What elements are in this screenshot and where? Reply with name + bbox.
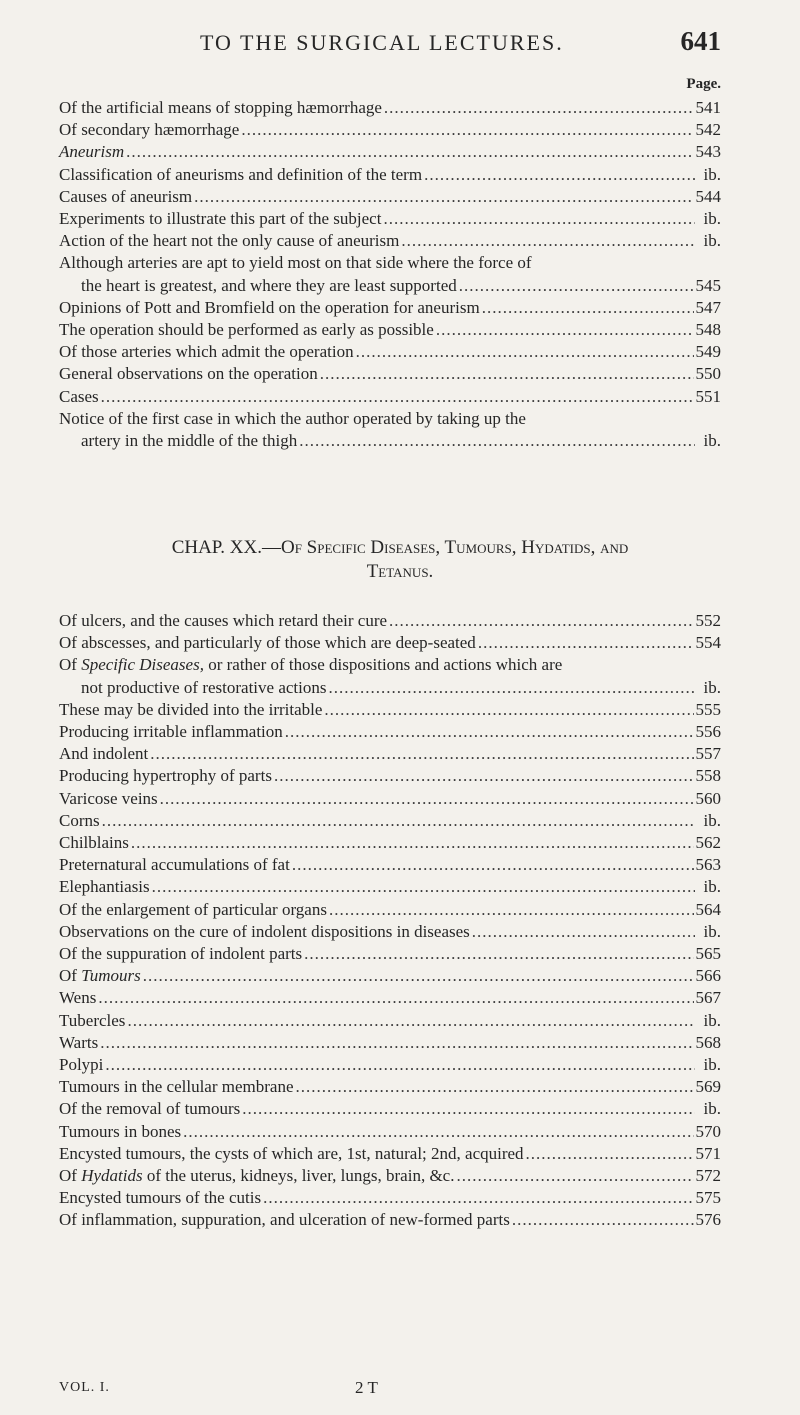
entry-text: Preternatural accumulations of fat	[59, 855, 290, 875]
entry-line	[59, 208, 721, 230]
dot-leader	[424, 164, 695, 186]
entry-text: Elephantiasis	[59, 877, 150, 897]
toc-entry	[59, 699, 721, 721]
entry-title	[59, 743, 148, 765]
page-number: 641	[680, 26, 721, 56]
dot-leader	[384, 97, 694, 119]
entry-text: Causes of aneurism	[59, 186, 193, 206]
entry-text: Tubercles	[59, 1010, 126, 1030]
entry-line	[59, 97, 721, 119]
entry-text: Observations on the cure of indolent dispositions in diseases	[59, 921, 470, 941]
entry-page: ib.	[703, 1055, 721, 1075]
toc-entry	[59, 1010, 721, 1032]
entry-page: ib.	[703, 810, 721, 830]
entry-title	[59, 699, 322, 721]
dot-leader	[328, 677, 695, 699]
entry-emphasis: Hydatids	[81, 1166, 143, 1186]
entry-line	[59, 743, 721, 765]
entry-title	[59, 943, 302, 965]
entry-line	[59, 1209, 721, 1231]
entry-page: ib.	[703, 877, 721, 897]
chapter-title-line-1: Of Specific Diseases, Tumours, Hydatids, and	[280, 537, 629, 558]
entry-line	[59, 386, 721, 408]
entry-title	[59, 1076, 294, 1098]
entry-title	[59, 1165, 454, 1187]
entry-title	[59, 1054, 103, 1076]
toc-entry	[59, 1098, 721, 1120]
dot-leader	[299, 430, 695, 452]
entry-page: 547	[695, 297, 721, 317]
toc-entry	[59, 386, 721, 408]
entry-page: 568	[695, 1032, 721, 1052]
chapter-heading	[0, 536, 800, 584]
entry-text: Tumours in the cellular membrane	[59, 1077, 294, 1097]
dot-leader	[356, 341, 694, 363]
dot-leader	[131, 832, 694, 854]
dot-leader	[241, 119, 693, 141]
entry-text: Varicose veins	[59, 788, 158, 808]
entry-continuation: artery in the middle of the thigh	[81, 431, 298, 451]
entry-page: 557	[695, 744, 721, 764]
entry-title	[59, 632, 476, 654]
entry-title	[59, 1209, 510, 1231]
entry-line	[59, 1076, 721, 1098]
entry-line	[59, 788, 721, 810]
entry-line	[59, 854, 721, 876]
entry-text: Of the artificial means of stopping hæmorrhage	[59, 98, 382, 117]
page-column-label: Page.	[686, 76, 721, 92]
entry-text: Producing irritable inflammation	[59, 722, 283, 742]
entry-text: Producing hypertrophy of parts	[59, 766, 272, 786]
entry-line	[59, 810, 721, 832]
dot-leader	[383, 208, 695, 230]
entry-text: Aneurism	[59, 142, 125, 162]
entry-line	[59, 186, 721, 208]
dot-leader	[478, 632, 694, 654]
dot-leader	[304, 943, 693, 965]
entry-title	[59, 141, 124, 163]
entry-title	[59, 119, 239, 141]
dot-leader	[436, 319, 694, 341]
entry-title	[59, 164, 422, 186]
entry-page: 567	[695, 988, 721, 1008]
entry-title	[59, 854, 290, 876]
entry-text: of the uterus, kidneys, liver, lungs, brain, &c.	[142, 1166, 455, 1186]
toc-entry	[59, 1209, 721, 1231]
entry-line	[59, 297, 721, 319]
toc-entry	[59, 1143, 721, 1165]
entry-title	[59, 876, 150, 898]
toc-entry	[59, 1187, 721, 1209]
toc-entry	[59, 252, 721, 296]
entry-emphasis: Specific Diseases,	[81, 655, 204, 675]
entry-line	[59, 1187, 721, 1209]
dot-leader	[152, 876, 695, 898]
toc-entry	[59, 965, 721, 987]
entry-line	[59, 1121, 721, 1143]
entry-title	[59, 965, 141, 987]
entry-page: 556	[695, 722, 721, 742]
entry-page: ib.	[703, 209, 721, 229]
entry-title	[59, 408, 721, 430]
chapter-title-line-2: Tetanus.	[366, 561, 434, 582]
entry-line	[59, 921, 721, 943]
toc-entry	[59, 363, 721, 385]
chapter-label: CHAP. XX.—	[171, 537, 281, 558]
entry-title	[59, 97, 382, 119]
entry-text: Encysted tumours of the cutis	[59, 1188, 262, 1208]
dot-leader	[274, 765, 694, 787]
entry-line	[59, 1054, 721, 1076]
dot-leader	[482, 297, 694, 319]
dot-leader	[324, 699, 693, 721]
toc-entry	[59, 765, 721, 787]
entry-continuation-line	[59, 677, 721, 699]
toc-entry	[59, 1054, 721, 1076]
entry-text: Of ulcers, and the causes which retard their cure	[59, 611, 388, 630]
entry-line	[59, 632, 721, 654]
dot-leader	[401, 230, 695, 252]
toc-entry	[59, 788, 721, 810]
entry-page: 563	[695, 855, 721, 875]
toc-entry	[59, 654, 721, 698]
entry-text: Of abscesses, and particularly of those which are deep-seated	[59, 633, 476, 653]
dot-leader	[143, 965, 694, 987]
entry-title	[59, 1098, 240, 1120]
dot-leader	[263, 1187, 693, 1209]
dot-leader	[389, 610, 693, 632]
entry-prefix: Of	[59, 655, 82, 675]
entry-line	[59, 899, 721, 921]
entry-page: 569	[695, 1077, 721, 1097]
entry-page: 545	[695, 275, 721, 295]
entry-title	[59, 899, 327, 921]
entry-text: Of the suppuration of indolent parts	[59, 944, 303, 964]
dot-leader	[285, 721, 694, 743]
entry-title	[59, 832, 129, 854]
entry-page: 554	[695, 633, 721, 653]
dot-leader	[126, 141, 693, 163]
entry-title	[59, 987, 96, 1009]
toc-entry	[59, 1165, 721, 1187]
entry-page: ib.	[703, 1099, 721, 1119]
toc-entry	[59, 141, 721, 163]
entry-line	[59, 965, 721, 987]
entry-line	[59, 699, 721, 721]
entry-page: 571	[695, 1143, 721, 1163]
entry-title	[59, 386, 99, 408]
entry-title	[59, 610, 387, 632]
entry-line	[59, 987, 721, 1009]
toc-entry	[59, 743, 721, 765]
toc-entry	[59, 119, 721, 141]
toc-entry	[59, 97, 721, 119]
entry-title	[59, 297, 480, 319]
entry-line	[59, 363, 721, 385]
dot-leader	[512, 1209, 694, 1231]
entry-line	[59, 141, 721, 163]
toc-entry	[59, 899, 721, 921]
toc-entry	[59, 610, 721, 632]
running-header	[0, 26, 800, 70]
entry-title	[59, 1032, 98, 1054]
signature-mark: 2 T	[355, 1378, 378, 1397]
entry-title	[59, 921, 470, 943]
entry-text: Wens	[59, 988, 97, 1008]
entry-title	[59, 1121, 181, 1143]
toc-entry	[59, 632, 721, 654]
entry-page: ib.	[703, 921, 721, 941]
dot-leader	[320, 363, 694, 385]
dot-leader	[242, 1098, 695, 1120]
entry-line	[59, 1010, 721, 1032]
entry-title	[59, 765, 272, 787]
entry-page: ib.	[703, 231, 721, 251]
entry-line	[59, 876, 721, 898]
entry-page: 551	[695, 386, 721, 406]
entry-text: Tumours in bones	[59, 1121, 182, 1141]
entry-page: 543	[695, 142, 721, 162]
toc-entry	[59, 721, 721, 743]
running-head: TO THE SURGICAL LECTURES.	[200, 30, 564, 55]
entry-title	[59, 1010, 125, 1032]
toc-entry	[59, 230, 721, 252]
entry-text: Of the enlargement of particular organs	[59, 899, 327, 919]
entry-text: Encysted tumours, the cysts of which are, 1st, natural; 2nd, acquired	[59, 1143, 524, 1163]
entry-text: Corns	[59, 810, 100, 830]
entry-text: Of inflammation, suppuration, and ulceration of new-formed parts	[59, 1210, 510, 1230]
volume-label: VOL. I.	[59, 1380, 110, 1395]
entry-line	[59, 1032, 721, 1054]
entry-page: ib.	[703, 1010, 721, 1030]
entry-text: Of the removal of tumours	[59, 1099, 241, 1119]
entry-title	[59, 319, 434, 341]
entry-title	[59, 721, 283, 743]
entry-title	[59, 252, 721, 274]
entry-text: These may be divided into the irritable	[59, 699, 323, 719]
entry-line	[59, 1143, 721, 1165]
entry-page: 552	[695, 611, 721, 630]
entry-title	[59, 788, 158, 810]
toc-entry	[59, 1121, 721, 1143]
toc-section-1	[0, 97, 800, 452]
entry-line	[59, 319, 721, 341]
toc-entry	[59, 810, 721, 832]
entry-line	[59, 1165, 721, 1187]
entry-text: Classification of aneurisms and definition of the term	[59, 164, 423, 184]
entry-continuation: the heart is greatest, and where they are least supported	[81, 275, 457, 295]
dot-leader	[292, 854, 694, 876]
entry-text: Experiments to illustrate this part of the subject	[59, 209, 382, 229]
entry-text: Polypi	[59, 1055, 104, 1075]
entry-text: Although arteries are apt to yield most on that side where the force of	[59, 253, 532, 273]
dot-leader	[526, 1143, 694, 1165]
toc-entry	[59, 297, 721, 319]
dot-leader	[101, 386, 694, 408]
entry-line	[59, 610, 721, 632]
toc-entry	[59, 208, 721, 230]
entry-prefix: Of	[59, 966, 82, 986]
toc-entry	[59, 832, 721, 854]
entry-page: 566	[695, 966, 721, 986]
dot-leader	[150, 743, 693, 765]
entry-page: 548	[695, 320, 721, 340]
entry-line	[59, 943, 721, 965]
entry-page: 576	[695, 1210, 721, 1230]
dot-leader	[102, 810, 695, 832]
entry-text: And indolent	[59, 744, 149, 764]
entry-title	[59, 341, 354, 363]
entry-continuation: not productive of restorative actions	[81, 677, 327, 697]
toc-entry	[59, 408, 721, 452]
toc-entry	[59, 1032, 721, 1054]
toc-section-2	[0, 610, 800, 1232]
toc-entry	[59, 943, 721, 965]
entry-prefix: Of	[59, 1166, 82, 1186]
entry-page: 550	[695, 364, 721, 384]
toc-entry	[59, 341, 721, 363]
dot-leader	[472, 921, 695, 943]
entry-text: General observations on the operation	[59, 364, 318, 384]
entry-page: 549	[695, 342, 721, 362]
toc-entry	[59, 1076, 721, 1098]
dot-leader	[105, 1054, 695, 1076]
entry-line	[59, 341, 721, 363]
entry-title	[59, 654, 721, 676]
entry-page: 572	[695, 1166, 721, 1186]
entry-line	[59, 230, 721, 252]
entry-page: 555	[695, 699, 721, 719]
entry-page: 558	[695, 766, 721, 786]
entry-line	[59, 765, 721, 787]
entry-text: Of those arteries which admit the operation	[59, 342, 354, 362]
entry-text: Warts	[59, 1032, 99, 1052]
dot-leader	[160, 788, 694, 810]
entry-text: Cases	[59, 386, 99, 406]
entry-page: ib.	[703, 431, 721, 451]
toc-entry	[59, 319, 721, 341]
entry-title	[59, 1187, 261, 1209]
entry-title	[59, 208, 381, 230]
entry-continuation-line	[59, 430, 721, 452]
entry-title	[59, 1143, 524, 1165]
dot-leader	[183, 1121, 693, 1143]
entry-text: Action of the heart not the only cause of aneurism	[59, 231, 400, 251]
entry-page: 562	[695, 833, 721, 853]
toc-entry	[59, 987, 721, 1009]
entry-title	[59, 186, 192, 208]
dot-leader	[127, 1010, 695, 1032]
entry-text: Of secondary hæmorrhage	[59, 120, 240, 140]
entry-title	[59, 363, 318, 385]
entry-text: Opinions of Pott and Bromfield on the operation for aneurism	[59, 297, 480, 317]
entry-continuation-line	[59, 275, 721, 297]
toc-entry	[59, 186, 721, 208]
dot-leader	[194, 186, 693, 208]
entry-page: ib.	[703, 677, 721, 697]
dot-leader	[296, 1076, 694, 1098]
dot-leader	[329, 899, 694, 921]
toc-entry	[59, 876, 721, 898]
entry-text: or rather of those dispositions and actions which are	[203, 655, 563, 675]
entry-text: The operation should be performed as early as possible	[59, 320, 434, 340]
entry-page: 564	[695, 899, 721, 919]
entry-title	[59, 230, 399, 252]
dot-leader	[98, 987, 693, 1009]
entry-line	[59, 832, 721, 854]
dot-leader	[456, 1165, 693, 1187]
entry-line	[59, 721, 721, 743]
entry-line	[59, 1098, 721, 1120]
entry-text: Notice of the first case in which the author operated by taking up the	[59, 408, 526, 428]
dot-leader	[100, 1032, 693, 1054]
entry-line	[59, 119, 721, 141]
entry-page: 565	[695, 944, 721, 964]
entry-page: ib.	[703, 164, 721, 184]
toc-entry	[59, 921, 721, 943]
entry-emphasis: Tumours	[81, 966, 141, 986]
entry-text: Chilblains	[59, 833, 129, 853]
entry-line	[59, 164, 721, 186]
entry-page: 544	[695, 186, 721, 206]
entry-page: 570	[695, 1121, 721, 1141]
entry-page: 575	[695, 1188, 721, 1208]
entry-page: 542	[695, 120, 721, 140]
entry-title	[59, 810, 100, 832]
entry-page: 541	[695, 98, 721, 117]
dot-leader	[459, 275, 694, 297]
entry-page: 560	[695, 788, 721, 808]
toc-entry	[59, 164, 721, 186]
toc-entry	[59, 854, 721, 876]
